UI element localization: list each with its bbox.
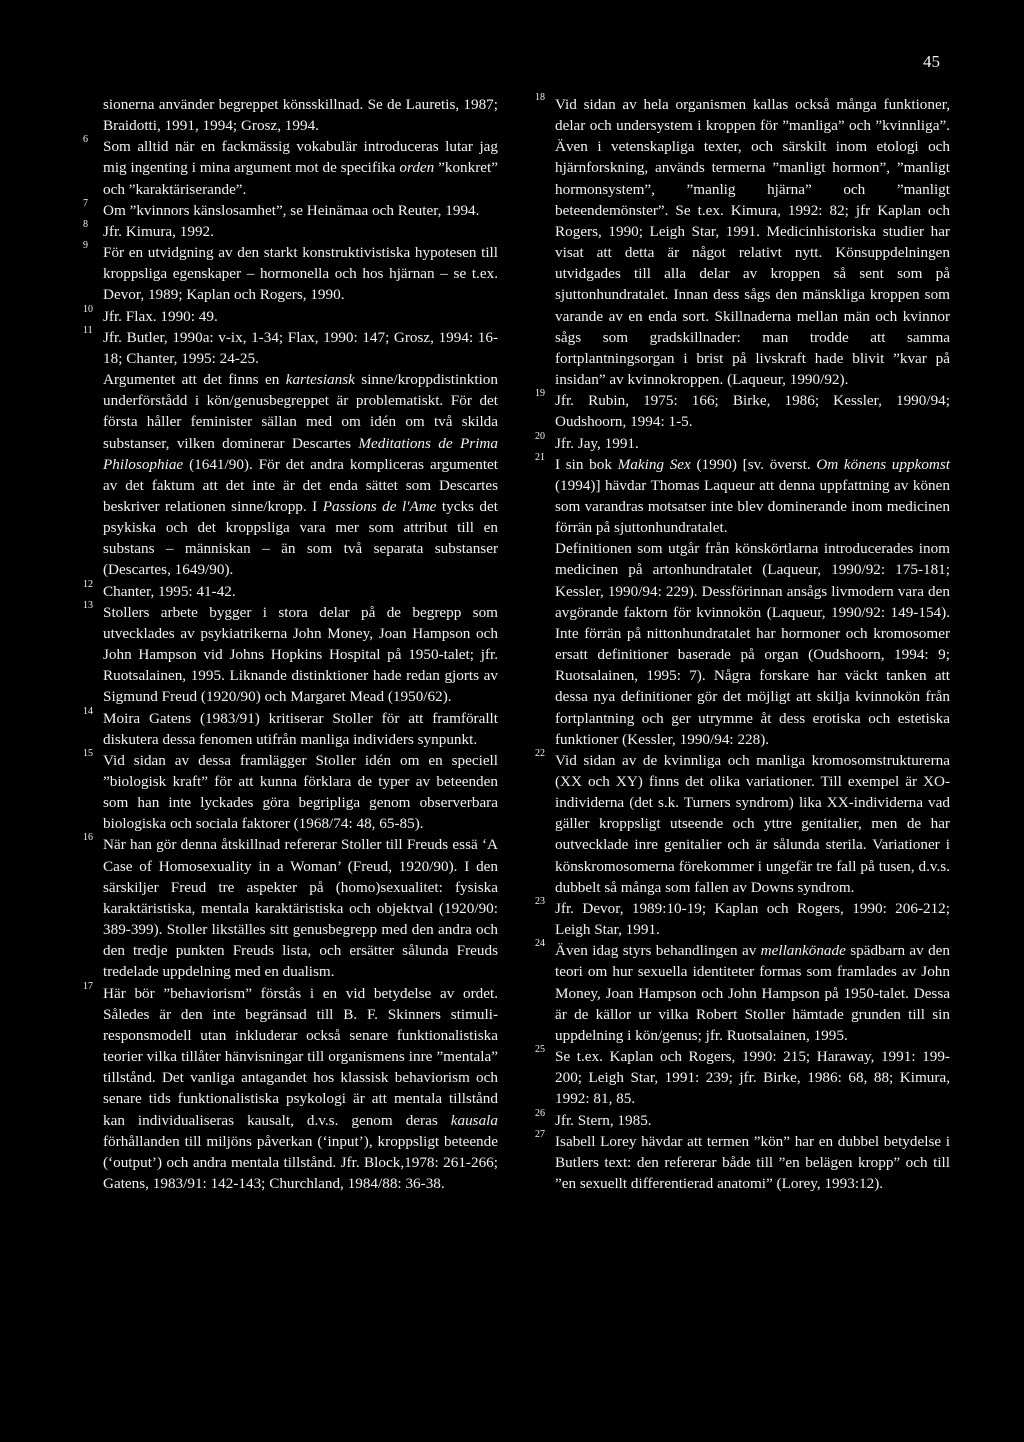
footnote-20	[535, 430, 950, 454]
footnote-number: 6	[83, 134, 88, 146]
footnote-12	[83, 578, 498, 602]
footnote-15	[83, 747, 498, 835]
footnote-number: 13	[83, 599, 93, 611]
footnote-text: Här bör ”behaviorism” förstås i en vid betydelse av ordet. Således är den inte begränsad till B. F. Skinners stimuli-responsmodell utan inkluderar också senare funktionalistiska teorier vilka tillåter hänvisningar till organismens inre ”mentala” tillstånd. Det vanliga antagandet hos klassisk behaviorism och senare tids funktionalistiska psykologi är att mentala tillstånd kan individualiseras kausalt, d.v.s. genom deras kausala förhållanden till miljöns påverkan (‘input’), kroppsligt beteende (‘output’) och andra mentala tillstånd. Jfr. Block,1978: 261-266; Gatens, 1983/91: 142-143; Churchland, 1984/88: 36-38.	[103, 984, 498, 1192]
footnote-text: I sin bok Making Sex (1990) [sv. överst. Om könens uppkomst (1994)] hävdar Thomas Laqueur att denna uppfattning av könen som varandras motsatser inte blev dominerande inom medicinen förrän på sjuttonhundratalet.	[555, 455, 951, 537]
footnote-text: Vid sidan av dessa framlägger Stoller idén om en speciell ”biologisk kraft” för att kunna förklara de typer av beteenden som han inte lyckades göra begripliga genom observerbara biologiska och sociala faktorer (1968/74: 48, 65-85).	[103, 751, 498, 833]
footnote-number: 23	[535, 895, 545, 907]
footnote-27	[535, 1128, 950, 1194]
footnote-22	[535, 747, 950, 898]
footnotes-right-column	[535, 94, 950, 1194]
footnote-text: Jfr. Butler, 1990a: v-ix, 1-34; Flax, 1990: 147; Grosz, 1994: 16-18; Chanter, 1995: 24-25.	[103, 328, 498, 367]
footnote-text: Jfr. Jay, 1991.	[555, 434, 639, 452]
footnote-number: 17	[83, 980, 93, 992]
footnote-10	[83, 303, 498, 327]
footnote-23	[535, 895, 950, 940]
footnote-21-paragraph: Definitionen som utgår från könskörtlarna introducerades inom medicinen på artonhundratalet (Laqueur, 1990/92: 175-181; Kessler, 1990/94: 229). Dessförinnan ansågs livmodern vara den avgörande faktorn för kvinnokön (Laqueur, 1990/92: 149-154). Inte förrän på nittonhundratalet har hormoner och kromosomer ersatt definitioner baserade på organ (Oudshoorn, 1994: 9; Ruotsalainen, 1995: 7). Några forskare har väckt tanken att dessa nya definitioner gör det möjligt att skilja kvinnokön från fortplantning och ger utrymme åt dess erotiska och estetiska funktioner (Kessler, 1990/94: 228).	[555, 540, 950, 748]
footnote-7	[83, 197, 498, 221]
footnote-16	[83, 834, 498, 982]
page-number: 45	[923, 52, 940, 71]
footnote-text: Jfr. Devor, 1989:10-19; Kaplan och Rogers, 1990: 206-212; Leigh Star, 1991.	[555, 899, 950, 939]
footnote-continuation: sionerna använder begreppet könsskillnad. Se de Lauretis, 1987; Braidotti, 1991, 1994; Grosz, 1994.	[103, 96, 498, 135]
footnote-number: 24	[535, 938, 545, 950]
footnote-text: Se t.ex. Kaplan och Rogers, 1990: 215; Haraway, 1991: 199-200; Leigh Star, 1991: 239; jfr. Birke, 1986: 68, 88; Kimura, 1992: 81, 85.	[555, 1048, 950, 1108]
footnote-25	[535, 1046, 950, 1109]
footnotes-left-column	[83, 94, 498, 1194]
footnote-18	[535, 94, 950, 390]
footnote-11	[83, 324, 498, 369]
footnote-number: 16	[83, 832, 93, 844]
footnote-text: Om ”kvinnors känslosamhet”, se Heinämaa och Reuter, 1994.	[103, 201, 480, 219]
footnote-number: 12	[83, 578, 93, 590]
footnote-number: 8	[83, 218, 88, 230]
footnote-14	[83, 705, 498, 750]
footnote-number: 20	[535, 430, 545, 442]
footnote-number: 11	[83, 324, 93, 336]
footnote-number: 18	[535, 92, 545, 103]
footnote-6	[83, 136, 498, 199]
footnote-number: 15	[83, 747, 93, 759]
footnote-number: 10	[83, 303, 93, 315]
footnote-number: 7	[83, 197, 88, 209]
footnote-19	[535, 390, 950, 432]
footnote-text: För en utvidgning av den starkt konstruktivistiska hypotesen till kroppsliga egenskaper – hormonella och hos hjärnan – se t.ex. Devor, 1989; Kaplan och Rogers, 1990.	[103, 244, 498, 304]
footnote-text: Jfr. Kimura, 1992.	[103, 222, 214, 240]
footnote-text: Vid sidan av hela organismen kallas också många funktioner, delar och undersystem i kroppen för ”manliga” och ”kvinnliga”. Även i vetenskapliga texter, och särskilt inom etologi och hjärnforskning, används termerna ”manligt hormon”, ”manligt hormonsystem”, ”manlig hjärna” och ”manligt beteendemönster”. Se t.ex. Kimura, 1992: 82; jfr Kaplan och Rogers, 1990; Leigh Star, 1991. Medicinhistoriska studier har visat att detta är något relativt nytt. Könsuppdelningen utvidgades till alla delar av kroppen så sent som på sjuttonhundratalet. Innan dess sågs den mänskliga kroppen som varande av en enda sort. Skillnaderna mellan män och kvinnor sågs som gradskillnader: man trodde att samma fortplantningsorgan i brist på livskraft hade blivit ”kvar på insidan” av kvinnokroppen. (Laqueur, 1990/92).	[555, 96, 950, 389]
footnote-number: 21	[535, 451, 545, 463]
footnote-9	[83, 242, 498, 305]
footnote-number: 22	[535, 747, 545, 759]
footnote-8	[83, 218, 498, 242]
footnote-17	[83, 980, 498, 1195]
footnote-21	[535, 451, 951, 539]
footnote-text: Moira Gatens (1983/91) kritiserar Stoller för att framförallt diskutera dessa fenomen utifrån manliga individers synpunkt.	[103, 709, 498, 748]
footnote-26	[535, 1107, 950, 1131]
footnote-text: Vid sidan av de kvinnliga och manliga kromosomstrukturerna (XX och XY) finns det olika variationer. Till exempel är XO-individerna (det s.k. Turners syndrom) lika XX-individerna vad gäller kroppsligt utseende och yttre genitalier, men de har outvecklade inre genitalier och är sålunda sterila. Variationer i könskromosomerna förekommer i ungefär tre fall på tusen, d.v.s. dubbelt så många som fallen av Downs syndrom.	[555, 751, 950, 896]
footnote-text: Jfr. Rubin, 1975: 166; Birke, 1986; Kessler, 1990/94; Oudshoorn, 1994: 1-5.	[555, 392, 950, 431]
footnote-24	[535, 940, 950, 1046]
footnote-number: 27	[535, 1128, 545, 1140]
footnote-number: 26	[535, 1107, 545, 1119]
footnote-number: 19	[535, 388, 545, 400]
footnote-text: Isabell Lorey hävdar att termen ”kön” har en dubbel betydelse i Butlers text: den refererar både till ”en belägen kropp” och till ”en sexuellt differentierad anatomi” (Lorey, 1993:12).	[555, 1132, 950, 1192]
footnote-text: Chanter, 1995: 41-42.	[103, 582, 236, 600]
footnote-13	[83, 599, 498, 708]
footnote-text: Även idag styrs behandlingen av mellankönade spädbarn av den teori om hur sexuella identiteter formas som framlades av John Money, Joan Hampson och John Hampson på 1950-talet. Dessa är de källor ur vilka Robert Stoller hämtade grunden till sin uppdelning i kön/genus; jfr. Ruotsalainen, 1995.	[555, 942, 951, 1044]
footnote-text: Stollers arbete bygger i stora delar på de begrepp som utvecklades av psykiatrikerna John Money, Joan Hampson och John Hampson vid Johns Hopkins Hospital på 1950-talet; jfr. Ruotsalainen, 1995. Liknande distinktioner hade redan gjorts av Sigmund Freud (1920/90) och Margaret Mead (1950/62).	[103, 603, 498, 706]
footnote-text: När han gör denna åtskillnad refererar Stoller till Freuds essä ‘A Case of Homosexuality in a Woman’ (Freud, 1920/90). I den särskiljer Freud tre aspekter på (homo)sexualitet: fysiska karaktäristiska, mentala karaktäristiska och objektval (1920/90: 389-399). Stoller likställes sitt genusbegrepp med den andra och den tredje punkten Freuds lista, och ersätter sålunda Freuds tredelade uppdelning med en dualism.	[103, 836, 498, 981]
footnote-text: Som alltid när en fackmässig vokabulär introduceras lutar jag mig ingenting i mina argument mot de specifika orden ”konkret” och ”karaktäriserande”.	[103, 138, 498, 198]
footnote-number: 9	[83, 240, 88, 252]
footnote-number: 14	[83, 705, 93, 717]
footnote-text: Jfr. Flax. 1990: 49.	[103, 307, 218, 325]
footnote-number: 25	[535, 1044, 545, 1056]
footnote-text: Jfr. Stern, 1985.	[555, 1111, 652, 1129]
footnote-11-paragraph: Argumentet att det finns en kartesiansk sinne/kroppdistinktion underförstådd i kön/genusbegreppet är problematiskt. För det första håller feminister sällan med om idén om två skilda substanser, vilken dominerar Descartes Meditations de Prima Philosophiae (1641/90). För det andra kompliceras argumentet av det faktum att det inte är det enda sättet som Descartes beskriver relationen sinne/kropp. I Passions de l'Ame tycks det psykiska och det kroppsliga vara mer som attribut till en substans – människan – än som två separata substanser (Descartes, 1649/90).	[103, 371, 498, 579]
